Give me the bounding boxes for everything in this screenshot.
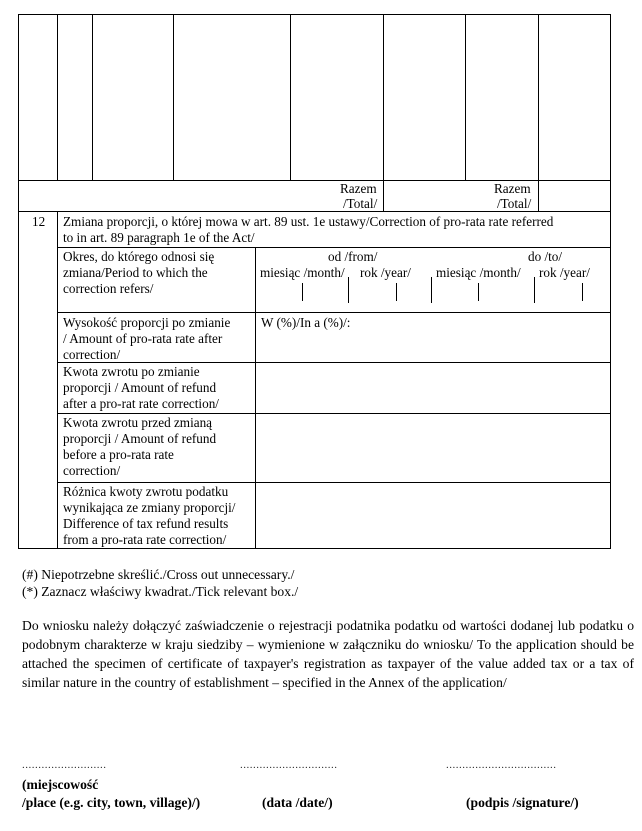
period-to-month-input[interactable]	[432, 280, 534, 302]
difference-label: from a pro-rata rate correction/	[63, 532, 227, 547]
month-label: miesiąc /month/	[436, 265, 521, 280]
total-label: Razem	[340, 181, 377, 196]
rate-label: / Amount of pro-rata rate after	[63, 331, 223, 346]
refund-before-label: before a pro-rata rate	[63, 447, 174, 462]
refund-before-label: correction/	[63, 463, 121, 478]
total-label: Razem	[494, 181, 531, 196]
section-number: 12	[32, 214, 46, 229]
period-label: Okres, do którego odnosi się	[63, 249, 215, 264]
refund-after-field[interactable]	[257, 364, 609, 412]
period-to-year-input[interactable]	[536, 280, 606, 302]
attachment-instruction: Do wniosku należy dołączyć zaświadczenie o rejestracji podatnika podatku od wartości dodanej lub podatku o podobnym charakterze w kraju siedziby – wymienione w załączniku do wniosku/ To the application should be attached the specimen of certificate of taxpayer's registration as taxpayer of the value added tax or a tax of similar nature in the country of establishment – specified in the Annex of the application/	[22, 618, 634, 690]
signature-dotted-line[interactable]: ..................................	[446, 759, 557, 771]
from-label: od /from/	[328, 249, 378, 264]
period-from-year-input[interactable]	[350, 280, 420, 302]
refund-before-label: Kwota zwrotu przed zmianą	[63, 415, 213, 430]
refund-after-label: Kwota zwrotu po zmianie	[63, 364, 200, 379]
rate-label: correction/	[63, 347, 121, 362]
year-label: rok /year/	[360, 265, 411, 280]
difference-field[interactable]	[257, 484, 609, 547]
footnote-cross-out: (#) Niepotrzebne skreślić./Cross out unnecessary./	[22, 567, 295, 582]
place-dotted-line[interactable]: ..........................	[22, 759, 107, 771]
signature-label: (podpis /signature/)	[466, 795, 579, 810]
refund-after-label: after a pro-rat rate correction/	[63, 396, 219, 411]
total-label: /Total/	[343, 196, 378, 211]
period-label: correction refers/	[63, 281, 154, 296]
period-from-month-input[interactable]	[290, 280, 348, 302]
year-label: rok /year/	[539, 265, 590, 280]
date-dotted-line[interactable]: ..............................	[240, 759, 338, 771]
section-heading: Zmiana proporcji, o której mowa w art. 89 ust. 1e ustawy/Correction of pro-rata rate referred	[63, 214, 554, 229]
refund-after-label: proporcji / Amount of refund	[63, 380, 217, 395]
month-label: miesiąc /month/	[260, 265, 345, 280]
period-label: zmiana/Period to which the	[63, 265, 208, 280]
date-label: (data /date/)	[262, 795, 333, 810]
refund-before-field[interactable]	[257, 415, 609, 481]
difference-label: wynikająca ze zmiany proporcji/	[63, 500, 236, 515]
footnote-tick-box: (*) Zaznacz właściwy kwadrat./Tick relevant box./	[22, 584, 299, 599]
place-label: /place (e.g. city, town, village)/)	[22, 795, 201, 810]
to-label: do /to/	[528, 249, 563, 264]
place-label: (miejscowość	[22, 777, 99, 792]
refund-before-label: proporcji / Amount of refund	[63, 431, 217, 446]
total-label: /Total/	[497, 196, 532, 211]
rate-value-field[interactable]: W (%)/In a (%)/:	[261, 315, 351, 330]
difference-label: Różnica kwoty zwrotu podatku	[63, 484, 229, 499]
difference-label: Difference of tax refund results	[63, 516, 229, 531]
rate-label: Wysokość proporcji po zmianie	[63, 315, 231, 330]
section-heading: to in art. 89 paragraph 1e of the Act/	[63, 230, 255, 245]
